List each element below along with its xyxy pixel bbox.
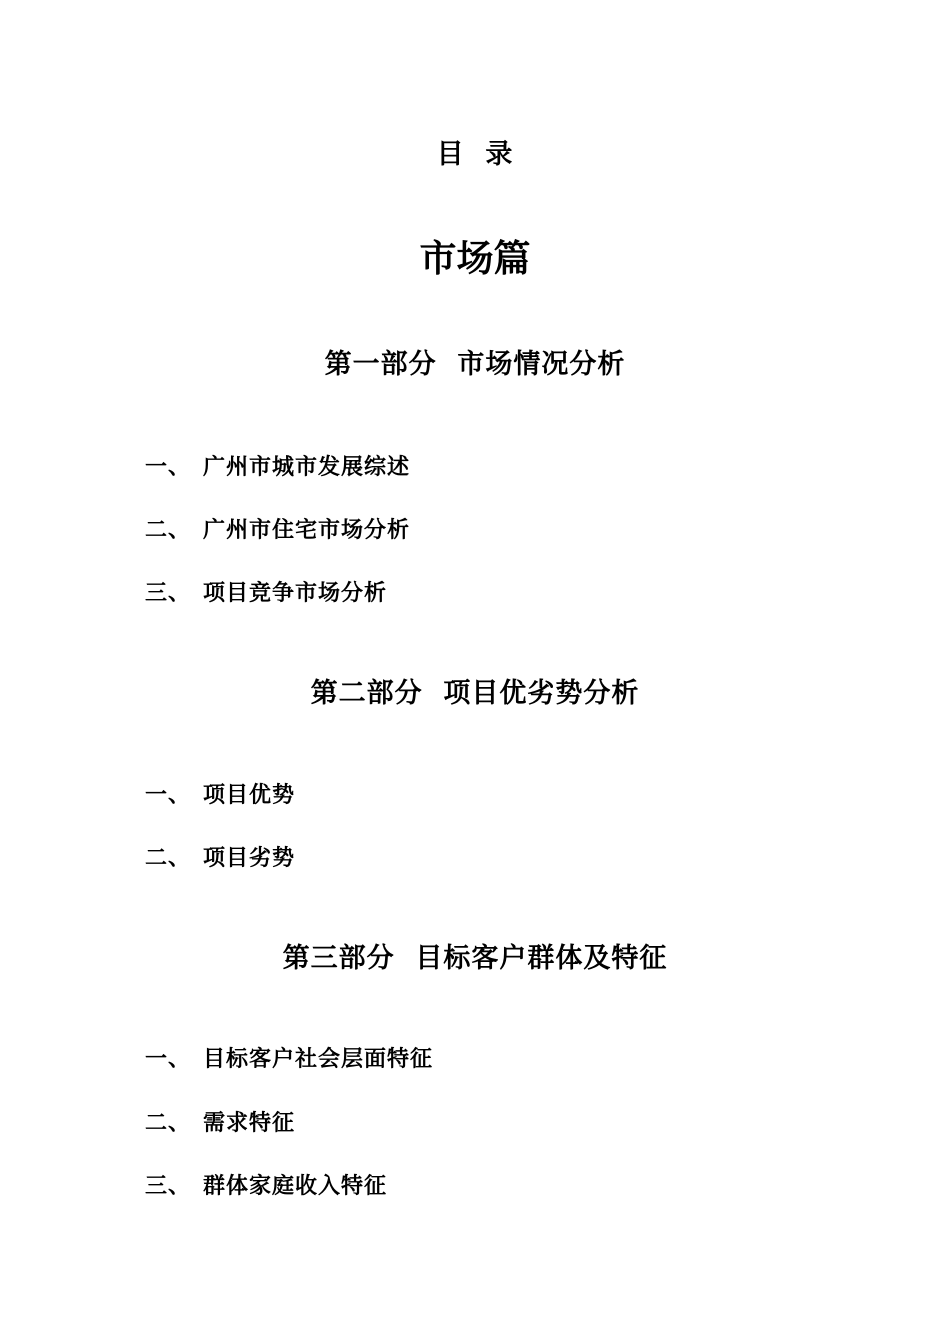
toc-item[interactable] <box>145 576 387 607</box>
toc-title: 目 录 <box>436 139 514 170</box>
toc-item[interactable] <box>145 1169 387 1200</box>
toc-item[interactable] <box>145 513 410 544</box>
section-heading-1: 第一部分 市场情况分析 <box>324 349 626 380</box>
toc-item-number: 一、 <box>145 455 192 480</box>
toc-item-number: 一、 <box>145 1047 192 1072</box>
toc-item-text: 项目优势 <box>203 783 296 808</box>
toc-item-text: 项目竞争市场分析 <box>203 581 388 606</box>
toc-item-text: 广州市住宅市场分析 <box>203 518 411 543</box>
toc-item-text: 广州市城市发展综述 <box>203 455 411 480</box>
toc-item-number: 三、 <box>145 1174 192 1199</box>
toc-item-text: 项目劣势 <box>203 846 296 871</box>
toc-item[interactable] <box>145 841 295 872</box>
toc-item-text: 目标客户社会层面特征 <box>203 1047 434 1072</box>
toc-item-number: 二、 <box>145 846 192 871</box>
toc-item-number: 一、 <box>145 783 192 808</box>
main-heading: 市场篇 <box>419 237 531 280</box>
toc-item[interactable] <box>145 450 410 481</box>
toc-item[interactable] <box>145 1106 295 1137</box>
toc-item-number: 三、 <box>145 581 192 606</box>
toc-item-text: 需求特征 <box>203 1111 296 1136</box>
toc-item[interactable] <box>145 778 295 809</box>
toc-item-text: 群体家庭收入特征 <box>203 1174 388 1199</box>
toc-item[interactable] <box>145 1042 433 1073</box>
section-heading-3: 第三部分 目标客户群体及特征 <box>282 943 668 974</box>
toc-item-number: 二、 <box>145 518 192 543</box>
toc-item-number: 二、 <box>145 1111 192 1136</box>
section-heading-2: 第二部分 项目优劣势分析 <box>310 678 640 709</box>
